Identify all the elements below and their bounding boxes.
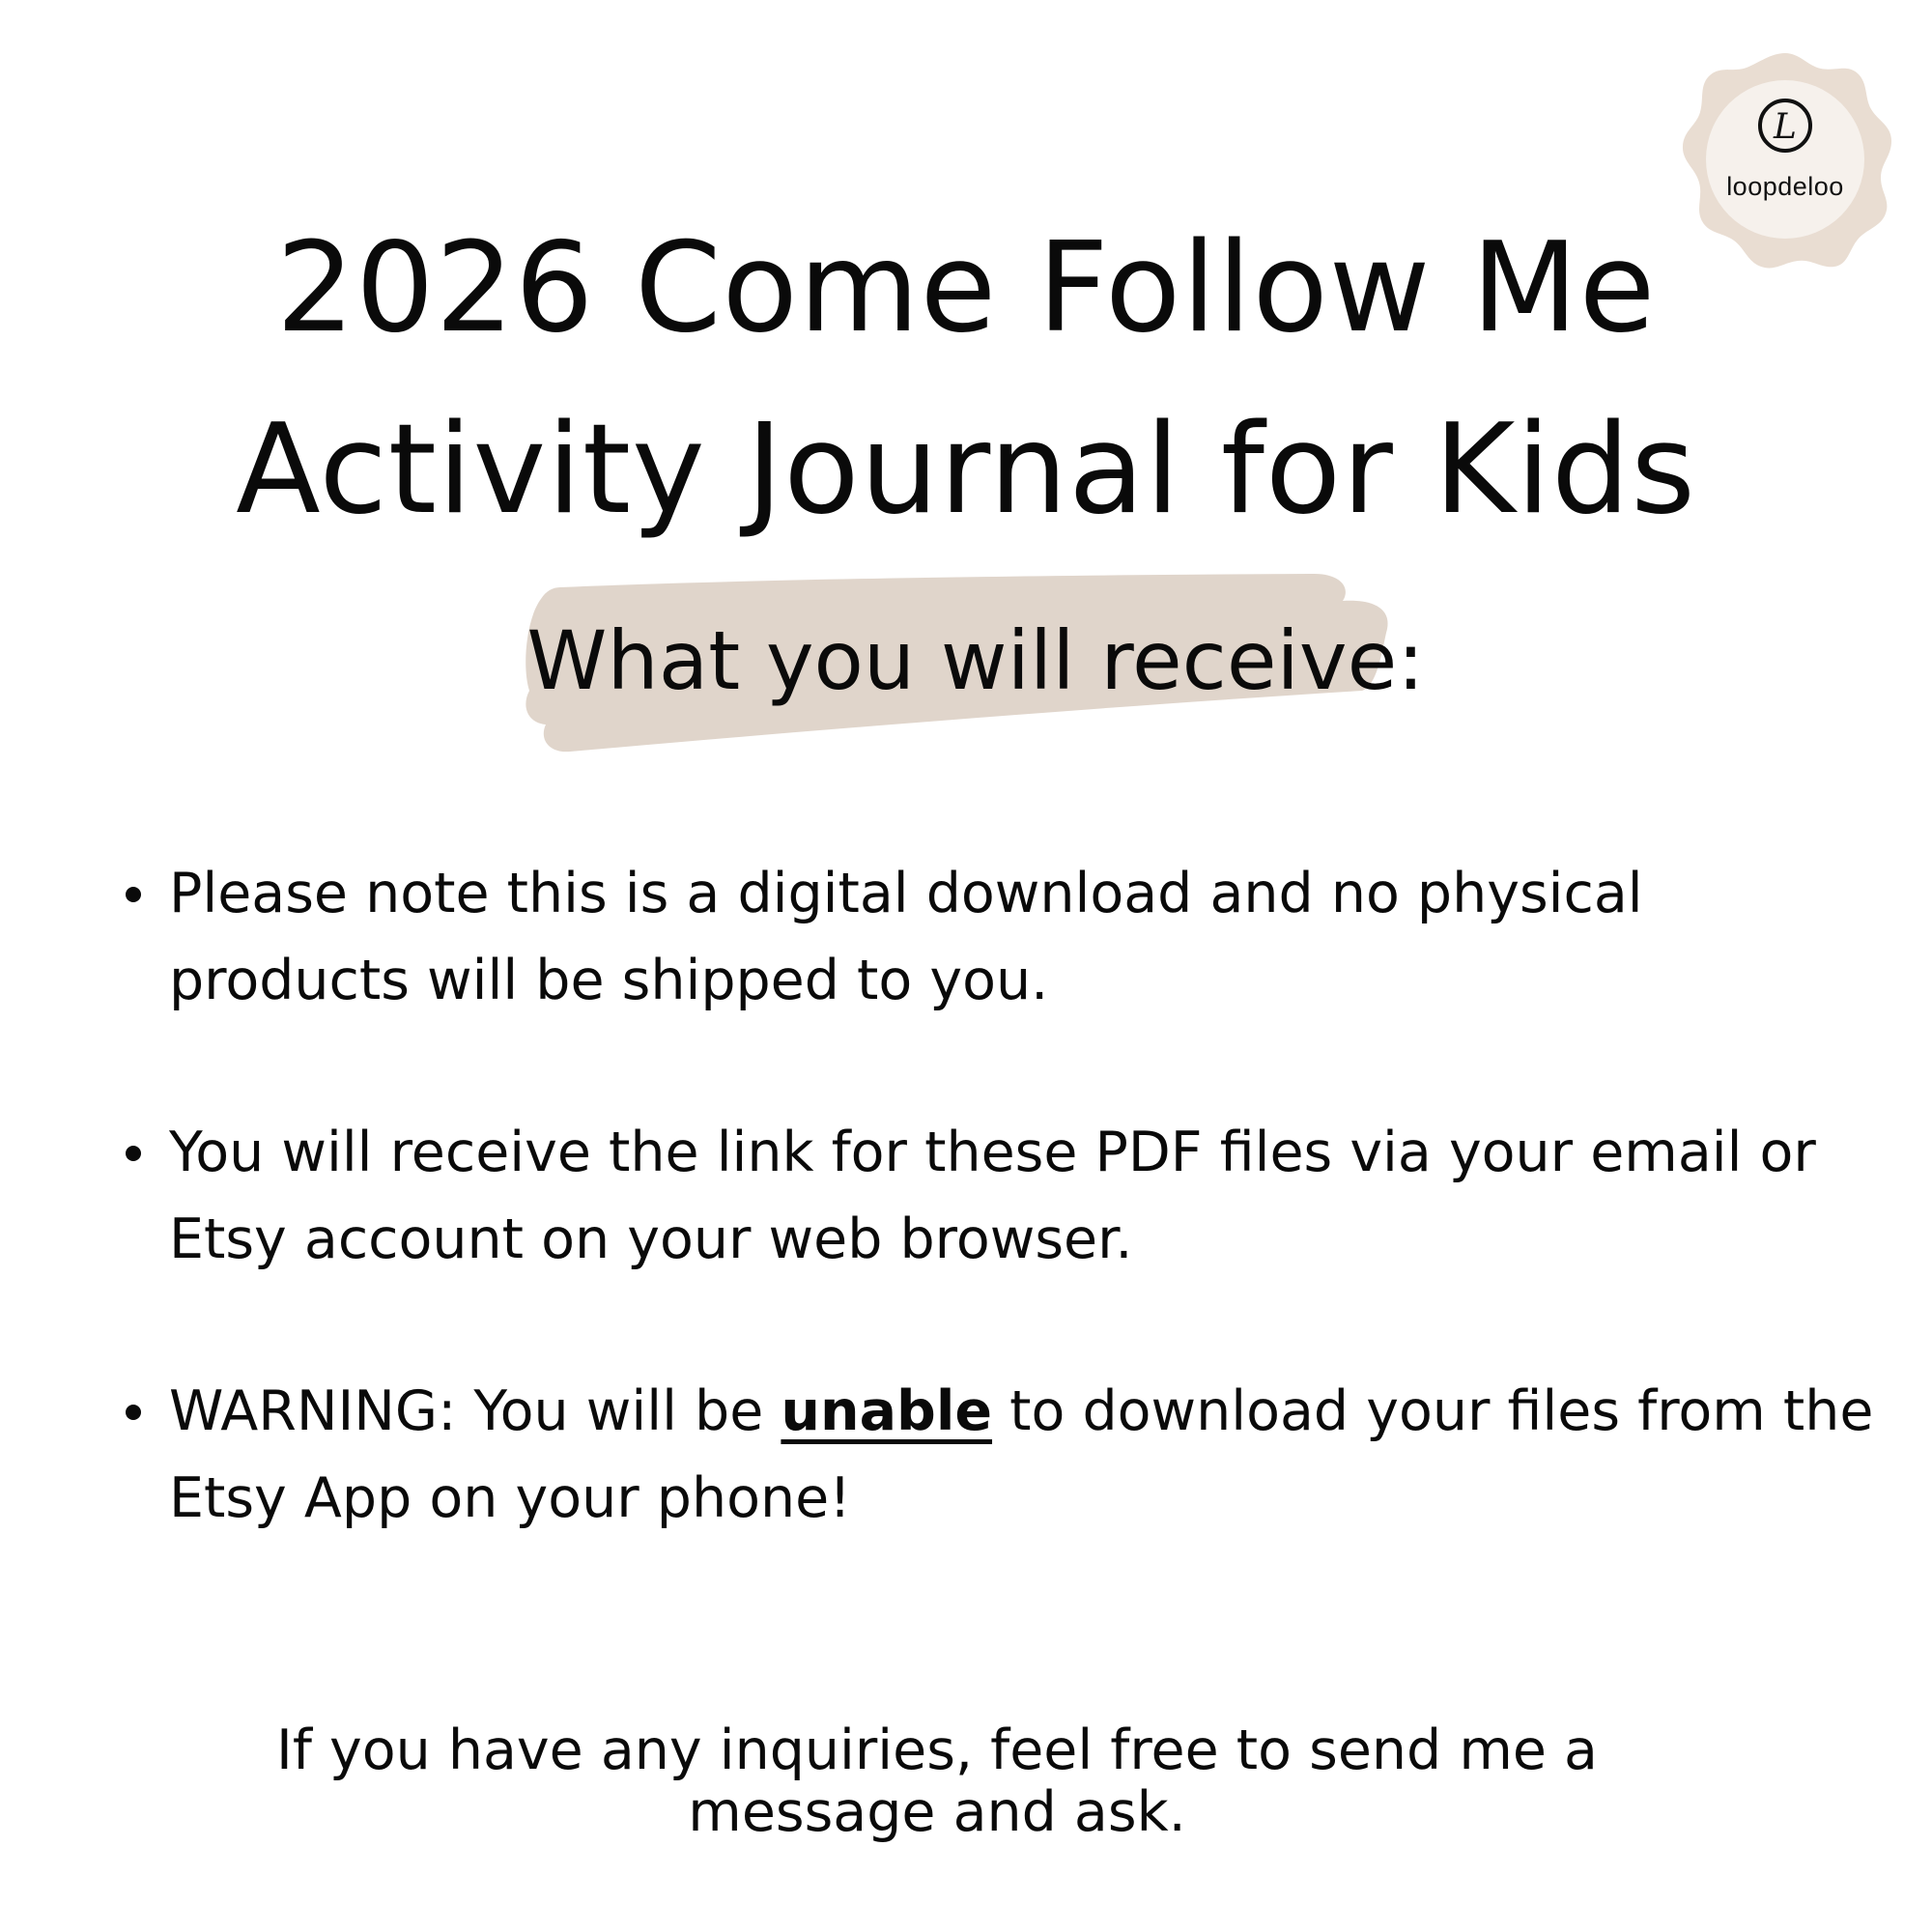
footer-line-1: If you have any inquiries, feel free to send me a bbox=[276, 1719, 1598, 1782]
title-line-1: 2026 Come Follow Me bbox=[275, 216, 1657, 360]
bullet-text: You will receive the link for these PDF files via your email or Etsy account on your web browser. bbox=[169, 1121, 1816, 1271]
brand-name: loopdeloo bbox=[1726, 172, 1844, 201]
subtitle-text: What you will receive: bbox=[526, 613, 1425, 708]
footer-message bbox=[174, 1719, 1700, 1843]
warning-emphasis: unable bbox=[781, 1379, 993, 1443]
bullet-dot-icon bbox=[126, 1405, 141, 1420]
bullet-item-pdf-link bbox=[116, 1109, 1884, 1283]
subtitle-block bbox=[512, 560, 1439, 753]
bullet-dot-icon bbox=[126, 887, 141, 902]
footer-line-2: message and ask. bbox=[688, 1780, 1186, 1844]
warning-text-after: to download your files from the Etsy App on your phone! bbox=[169, 1379, 1874, 1530]
bullet-dot-icon bbox=[126, 1146, 141, 1161]
bullet-text: Please note this is a digital download and no physical products will be shipped to you. bbox=[169, 862, 1643, 1012]
monogram-letter: L bbox=[1774, 107, 1797, 147]
title-line-2: Activity Journal for Kids bbox=[236, 398, 1696, 542]
page-title bbox=[0, 198, 1932, 561]
bullet-item-digital-download bbox=[116, 850, 1884, 1024]
bullet-item-warning bbox=[116, 1368, 1884, 1542]
info-bullet-list bbox=[116, 850, 1884, 1627]
warning-text-before: WARNING: You will be bbox=[169, 1379, 781, 1443]
